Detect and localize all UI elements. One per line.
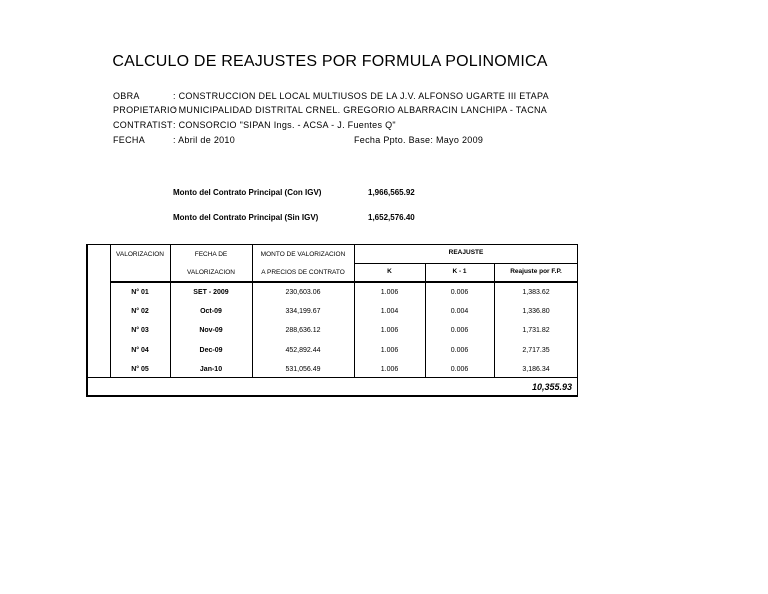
cell-reajuste: 1,731.82 (522, 327, 550, 334)
cell-monto: 531,056.49 (285, 366, 321, 373)
table-divider (110, 281, 578, 283)
reajustes-table (86, 244, 578, 397)
cell-valorizacion: N° 04 (131, 347, 149, 354)
header-monto-1: MONTO DE VALORIZACION (260, 251, 346, 258)
cell-fecha: Oct-09 (200, 308, 222, 315)
header-k: K (387, 268, 392, 275)
header-fecha-2: VALORIZACION (187, 269, 235, 276)
cell-k-minus-1: 0.006 (450, 366, 469, 373)
cell-k-minus-1: 0.006 (450, 327, 469, 334)
cell-fecha: Nov-09 (199, 327, 223, 334)
contratist-line (113, 120, 396, 130)
header-valorizacion: VALORIZACION (116, 251, 164, 258)
cell-k-minus-1: 0.006 (450, 347, 469, 354)
cell-fecha: SET - 2009 (193, 289, 229, 296)
fecha-presupuesto-base: Fecha Ppto. Base: Mayo 2009 (354, 135, 484, 145)
cell-reajuste: 1,383.62 (522, 289, 550, 296)
cell-valorizacion: N° 02 (131, 308, 149, 315)
table-divider (354, 263, 578, 264)
contratist-value: : CONSORCIO "SIPAN Ings. - ACSA - J. Fuentes Q" (173, 120, 396, 130)
cell-k: 1.006 (380, 347, 399, 354)
fecha-value: : Abril de 2010 (173, 135, 236, 145)
cell-k: 1.006 (380, 327, 399, 334)
header-k-minus-1: K - 1 (452, 268, 467, 275)
obra-line (113, 91, 549, 101)
cell-monto: 288,636.12 (285, 327, 321, 334)
cell-monto: 230,603.06 (285, 289, 321, 296)
cell-valorizacion: N° 01 (131, 289, 149, 296)
cell-reajuste: 1,336.80 (522, 308, 550, 315)
contratist-label: CONTRATIST (113, 120, 173, 130)
obra-value: : CONSTRUCCION DEL LOCAL MULTIUSOS DE LA J.V. ALFONSO UGARTE III ETAPA (173, 91, 549, 101)
monto-con-igv-label: Monto del Contrato Principal (Con IGV) (173, 188, 322, 197)
cell-k: 1.006 (380, 289, 399, 296)
fecha-label: FECHA (113, 135, 146, 145)
cell-valorizacion: N° 05 (131, 366, 149, 373)
propietario-line (113, 105, 547, 115)
header-fecha-1: FECHA DE (194, 251, 228, 258)
cell-k-minus-1: 0.006 (450, 289, 469, 296)
propietario-label: PROPIETARIO (113, 105, 178, 115)
cell-fecha: Dec-09 (199, 347, 223, 354)
propietario-value: : MUNICIPALIDAD DISTRITAL CRNEL. GREGORIO ALBARRACIN LANCHIPA - TACNA (173, 105, 548, 115)
monto-con-igv-value: 1,966,565.92 (368, 188, 415, 197)
document-title: CALCULO DE REAJUSTES POR FORMULA POLINOMICA (112, 53, 548, 70)
cell-monto: 334,199.67 (285, 308, 321, 315)
header-reajuste-fp: Reajuste por F.P. (510, 268, 562, 275)
cell-k-minus-1: 0.004 (450, 308, 469, 315)
cell-fecha: Jan-10 (199, 366, 223, 373)
header-monto-2: A PRECIOS DE CONTRATO (261, 269, 345, 276)
monto-sin-igv-value: 1,652,576.40 (368, 213, 415, 222)
cell-valorizacion: N° 03 (131, 327, 149, 334)
cell-reajuste: 2,717.35 (522, 347, 550, 354)
header-reajuste: REAJUSTE (448, 249, 484, 256)
total-reajuste: 10,355.93 (531, 382, 572, 392)
table-divider (88, 377, 578, 378)
cell-k: 1.004 (380, 308, 399, 315)
cell-monto: 452,892.44 (285, 347, 321, 354)
cell-k: 1.006 (380, 366, 399, 373)
fecha-line (113, 135, 235, 145)
obra-label: OBRA (113, 91, 140, 101)
monto-sin-igv-label: Monto del Contrato Principal (Sin IGV) (173, 213, 319, 222)
cell-reajuste: 3,186.34 (522, 366, 550, 373)
